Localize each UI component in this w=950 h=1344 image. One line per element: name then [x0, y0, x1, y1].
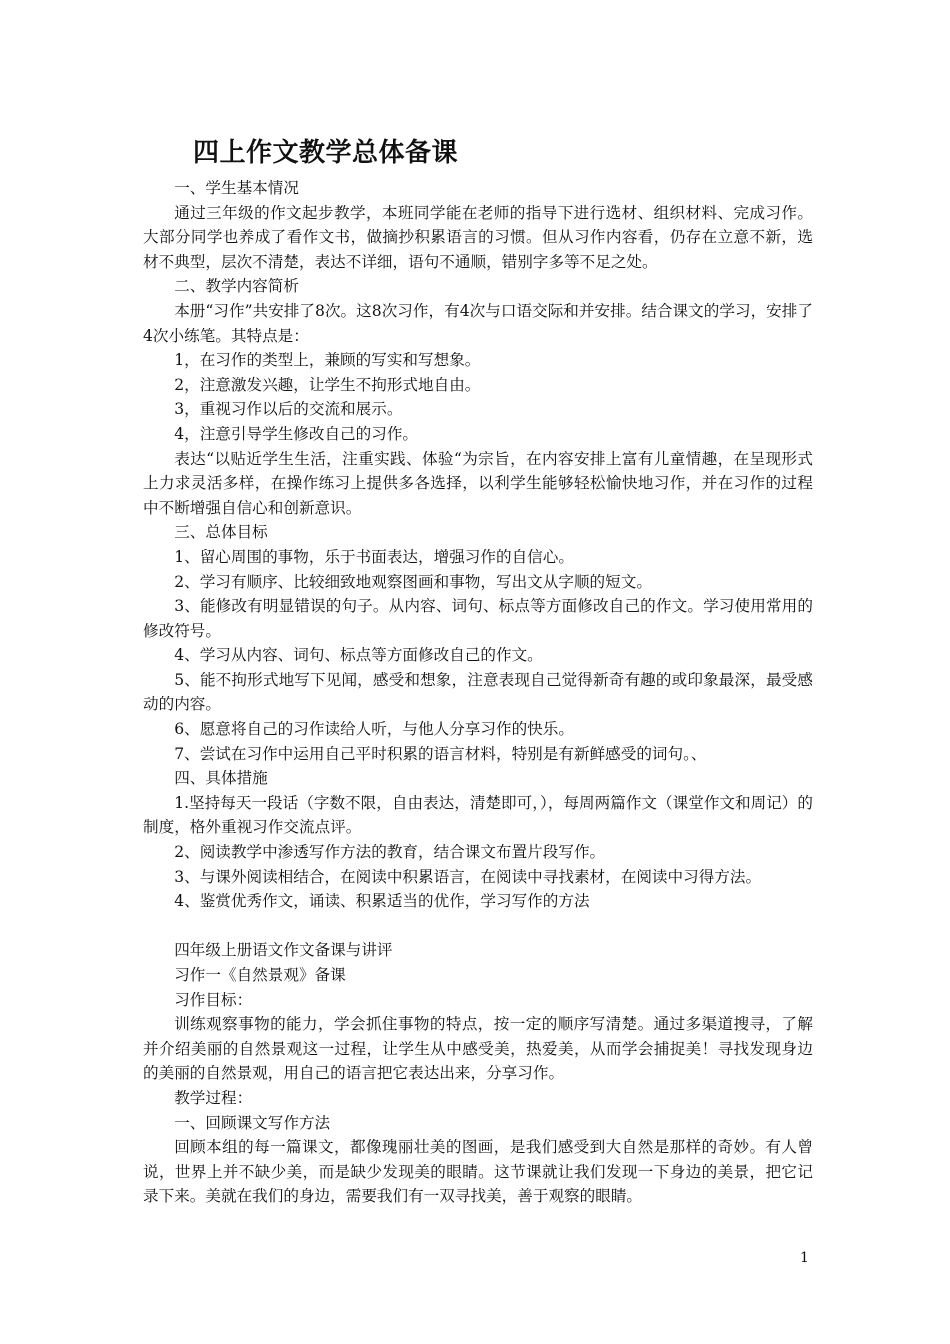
- list-item: 4、学习从内容、词句、标点等方面修改自己的作文。: [174, 646, 543, 665]
- paragraph: 训练观察事物的能力，学会抓住事物的特点，按一定的顺序写清楚。通过多渠道搜寻，了解并介绍美丽的自然景观这一过程，让学生从中感受美，热爱美，从而学会捕捉美！寻找发现身边的美丽的自然景观，用自己的语言把它表达出来，分享习作。: [143, 1015, 813, 1083]
- section-heading: 习作目标：: [174, 990, 253, 1009]
- section-heading: 习作一《自然景观》备课: [174, 966, 346, 984]
- blank-line: [143, 914, 813, 939]
- list-item: 1.坚持每天一段话（字数不限，自由表达，清楚即可，），每周两篇作文（课堂作文和周记）的制度，格外重视习作交流点评。: [143, 793, 813, 837]
- paragraph: 通过三年级的作文起步教学，本班同学能在老师的指导下进行选材、组织材料、完成习作。大部分同学也养成了看作文书，做摘抄积累语言的习惯。但从习作内容看，仍存在立意不新，选材不典型，层次不清楚，表达不详细，语句不通顺，错别字多等不足之处。: [143, 203, 813, 271]
- section-heading: 教学过程：: [174, 1088, 253, 1107]
- paragraph: 表达“以贴近学生生活，注重实践、体验“为宗旨，在内容安排上富有儿童情趣，在呈现形式上力求灵活多样，在操作练习上提供多各选择，以利学生能够轻松愉快地习作，并在习作的过程中不断增强自信心和创新意识。: [143, 449, 813, 517]
- section-heading: 二、教学内容简析: [174, 277, 299, 296]
- list-item: 4，注意引导学生修改自己的习作。: [174, 424, 419, 443]
- paragraph: 回顾本组的每一篇课文，都像瑰丽壮美的图画，是我们感受到大自然是那样的奇妙。有人曾说，世界上并不缺少美，而是缺少发现美的眼睛。这节课就让我们发现一下身边的美景，把它记录下来。美就在我们的身边，需要我们有一双寻找美，善于观察的眼睛。: [143, 1138, 813, 1206]
- document-title: 四上作文教学总体备课: [193, 138, 459, 168]
- section-heading: 一、学生基本情况: [174, 179, 299, 197]
- page-number: 1: [800, 1250, 809, 1266]
- list-item: 2、阅读教学中渗透写作方法的教育，结合课文布置片段写作。: [174, 843, 606, 862]
- section-heading: 四、具体措施: [174, 769, 268, 788]
- list-item: 5、能不拘形式地写下见闻，感受和想象，注意表现自己觉得新奇有趣的或印象最深，最受感动的内容。: [143, 670, 813, 714]
- list-item: 3、与课外阅读相结合，在阅读中积累语言，在阅读中寻找素材，在阅读中习得方法。: [174, 867, 762, 886]
- section-heading: 三、总体目标: [174, 523, 268, 542]
- list-item: 4、鉴赏优秀作文，诵读、积累适当的优作，学习写作的方法: [174, 892, 590, 911]
- section-heading: 一、回顾课文写作方法: [174, 1113, 331, 1132]
- list-item: 2，注意激发兴趣，让学生不拘形式地自由。: [174, 375, 481, 394]
- list-item: 7、尝试在习作中运用自己平时积累的语言材料，特别是有新鲜感受的词句。、: [174, 744, 707, 763]
- list-item: 1、留心周围的事物，乐于书面表达，增强习作的自信心。: [174, 547, 574, 566]
- list-item: 1，在习作的类型上，兼顾的写实和写想象。: [174, 351, 481, 370]
- section-heading: 四年级上册语文作文备课与讲评: [174, 941, 393, 960]
- paragraph: 本册“习作”共安排了8次。这8次习作，有4次与口语交际和并安排。结合课文的学习，安排了4次小练笔。其特点是：: [143, 301, 813, 345]
- list-item: 6、愿意将自己的习作读给人听，与他人分享习作的快乐。: [174, 720, 574, 739]
- list-item: 3，重视习作以后的交流和展示。: [174, 400, 403, 419]
- document-body: [143, 176, 813, 1209]
- list-item: 3、能修改有明显错误的句子。从内容、词句、标点等方面修改自己的作文。学习使用常用的修改符号。: [143, 597, 813, 640]
- list-item: 2、学习有顺序、比较细致地观察图画和事物，写出文从字顺的短文。: [174, 572, 652, 591]
